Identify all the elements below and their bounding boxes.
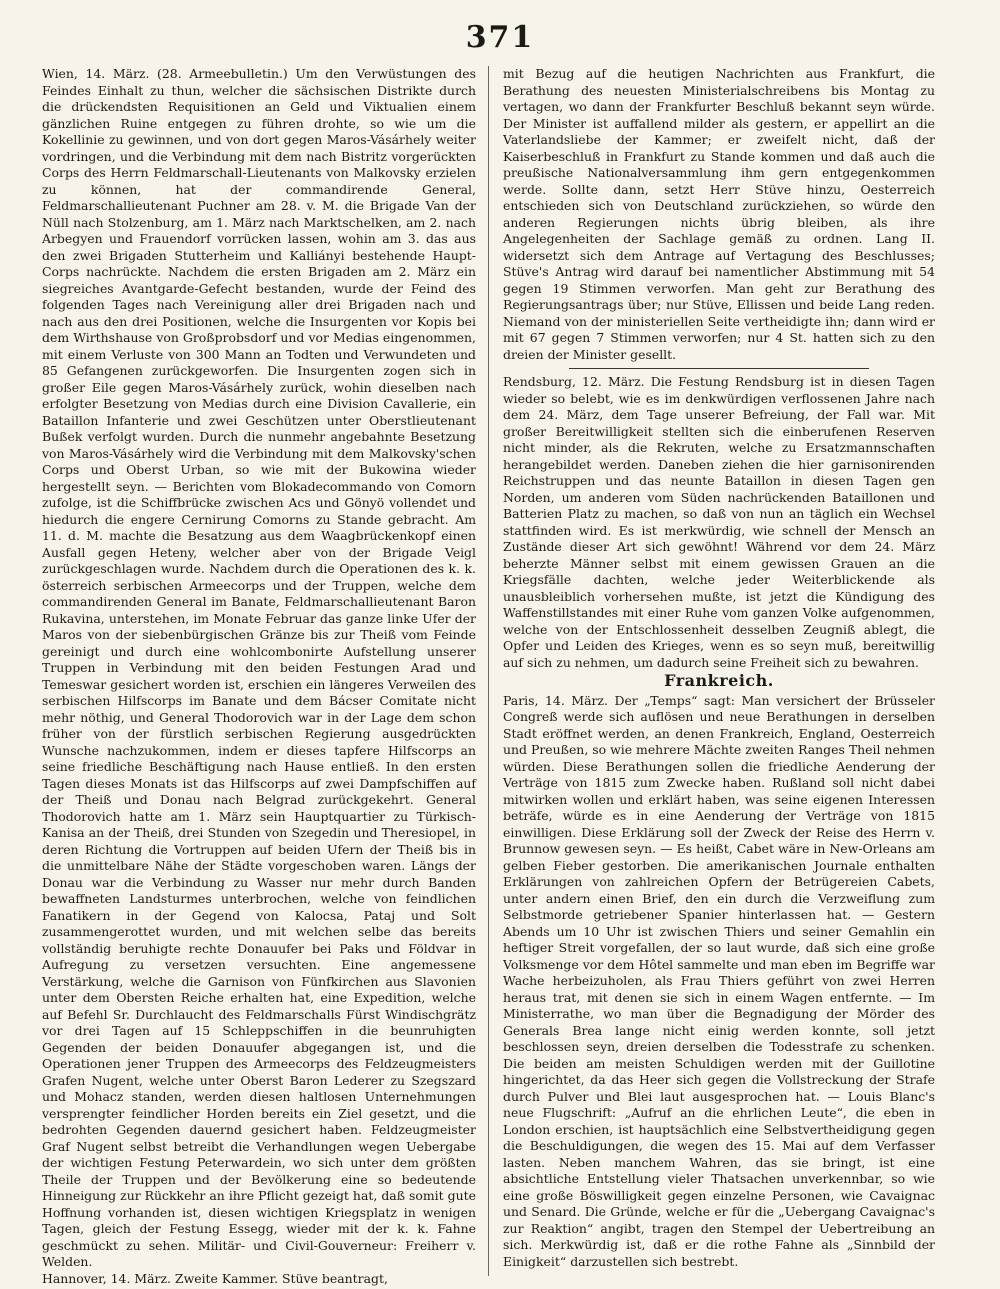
article-separator <box>569 368 869 369</box>
section-heading-frankreich: Frankreich. <box>664 671 774 690</box>
left-column <box>42 66 476 1286</box>
right-column <box>503 66 935 1276</box>
article-hannover-continued: mit Bezug auf die heutigen Nachrichten aus Frankfurt, die Berathung des neuesten Ministerialschreibens bis Montag zu vertagen, wo dann der Frankfurter Beschluß bekannt seyn würde. Der Minister ist auffallend milder als gestern, er appellirt an die Vaterlandsliebe der Kammer; er zweifelt nicht, daß der Kaiserbeschluß in Frankfurt zu Stande kommen und daß auch die preußische Nationalversammlung ihm gern entgegenkommen werde. Sollte dann, setzt Herr Stüve hinzu, Oesterreich entschieden sich von Deutschland zurückziehen, so würde den anderen Regierungen nichts übrig bleiben, als ihre Angelegenheiten der Sachlage gemäß zu ordnen. Lang II. widersetzt sich dem Antrage auf Vertagung des Beschlusses; Stüve's Antrag wird darauf bei namentlicher Abstimmung mit 54 gegen 19 Stimmen verworfen. Man geht zur Berathung des Regierungsantrags über; nur Stüve, Ellissen und beide Lang reden. Niemand von der ministeriellen Seite vertheidigte ihn; dann wird er mit 67 gegen 7 Stimmen verworfen; nur 4 St. hatten sich zu den dreien der Minister gesellt. <box>503 66 935 362</box>
column-divider <box>488 66 489 1276</box>
article-hannover-start: Hannover, 14. März. Zweite Kammer. Stüve beantragt, <box>42 1270 388 1286</box>
article-rendsburg: Rendsburg, 12. März. Die Festung Rendsburg ist in diesen Tagen wieder so belebt, wie es im denkwürdigen verflossenen Jahre nach dem 24. März, dem Tage unserer Befreiung, der Fall war. Mit großer Bereitwilligkeit stellten sich die einberufenen Reserven nicht minder, als die Rekruten, welche zu Ersatzmannschaften herangebildet werden. Daneben ziehen die hier garnisonirenden Reichstruppen und das neunte Bataillon in diesen Tagen gen Norden, um anderen vom Süden nachrückenden Bataillonen und Batterien Platz zu machen, so daß von nun an täglich ein Wechsel stattfinden wird. Es ist merkwürdig, wie schnell der Mensch an Zustände dieser Art sich gewöhnt! Während vor dem 24. März beherzte Männer selbst mit einem gewissen Grauen an die Kriegsfälle dachten, welche jeder Weiterblickende als unausbleiblich vorhersehen mußte, ist jetzt die Kündigung des Waffenstillstandes mit einer Ruhe vom ganzen Volke aufgenommen, welche von der Entschlossenheit desselben Zeugniß ablegt, die Opfer und Leiden des Krieges, wenn es so seyn muß, bereitwillig auf sich zu nehmen, um dadurch seine Freiheit sich zu bewahren. <box>503 374 935 670</box>
article-paris: Paris, 14. März. Der „Temps“ sagt: Man versichert der Brüsseler Congreß werde sich auflösen und neue Berathungen in derselben Stadt eröffnet werden, an denen Frankreich, England, Oesterreich und Preußen, so wie mehrere Mächte zweiten Ranges Theil nehmen würden. Diese Berathungen sollen die friedliche Aenderung der Verträge von 1815 zum Zwecke haben. Rußland soll nicht dabei mitwirken wollen und erklärt haben, was seine eigenen Interessen beträfe, würde es in eine Aenderung der Verträge von 1815 einwilligen. Diese Erklärung soll der Zweck der Reise des Herrn v. Brunnow gewesen seyn. — Es heißt, Cabet wäre in New-Orleans am gelben Fieber gestorben. Die amerikanischen Journale enthalten Erklärungen von zahlreichen Opfern der Betrügereien Cabets, unter andern einen Brief, den ein durch die Verzweiflung zum Selbstmorde getriebener Spanier hinterlassen hat. — Gestern Abends um 10 Uhr ist zwischen Thiers und seiner Gemahlin ein heftiger Streit vorgefallen, der so laut wurde, daß sich eine große Volksmenge vor dem Hôtel sammelte und man eben im Begriffe war Wache herbeizuholen, als Frau Thiers geführt von zwei Herren heraus trat, mit denen sie sich in einem Wagen entfernte. — Im Ministerrathe, wo man über die Begnadigung der Mörder des Generals Brea lange nicht einig werden konnte, soll jetzt beschlossen seyn, dreien derselben die Todesstrafe zu schenken. Die beiden am meisten Schuldigen werden mit der Guillotine hingerichtet, da das Heer sich gegen die Vollstreckung der Strafe durch Pulver und Blei laut ausgesprochen hat. — Louis Blanc's neue Flugschrift: „Aufruf an die ehrlichen Leute“, die eben in London erschien, ist hauptsächlich eine Selbstvertheidigung gegen die Beschuldigungen, die wegen des 15. Mai auf dem Verfasser lasten. Neben manchem Wahren, das sie bringt, ist eine absichtliche Entstellung vieler Thatsachen unverkennbar, so wie eine große Böswilligkeit gegen einzelne Personen, wie Cavaignac und Senard. Die Gründe, welche er für die „Uebergang Cavaignac's zur Reaktion“ angibt, tragen den Stempel der Uebertreibung an sich. Merkwürdig ist, daß er die rothe Fahne als „Sinnbild der Einigkeit“ darzustellen sich bestrebt. <box>503 692 935 1269</box>
article-wien: Wien, 14. März. (28. Armeebulletin.) Um den Verwüstungen des Feindes Einhalt zu thun, welcher die sächsischen Distrikte durch die drückendsten Requisitionen an Geld und Viktualien einem gänzlichen Ruine entgegen zu führen drohte, so wie um die Kokellinie zu gewinnen, und von dort gegen Maros-Vásárhely weiter vordringen, und die Verbindung mit dem nach Bistritz vorgerückten Corps des Herrn Feldmarschall-Lieutenants von Malkovsky erzielen zu können, hat der commandirende General, Feldmarschallieutenant Puchner am 28. v. M. die Brigade Van der Nüll nach Stolzenburg, am 1. März nach Marktschelken, am 2. nach Arbegyen und Frauendorf vorrücken lassen, wohin am 3. das aus den zwei Brigaden Stutterheim und Kalliányi bestehende Haupt-Corps nachrückte. Nachdem die ersten Brigaden am 2. März ein siegreiches Avantgarde-Gefecht bestanden, wurde der Feind des folgenden Tages nach Vereinigung aller drei Brigaden nach und nach aus den drei Positionen, welche die Insurgenten vor Kopis bei dem Wirthshause von Großprobsdorf und vor Medias eingenommen, mit einem Verluste von 300 Mann an Todten und Verwundeten und 85 Gefangenen zurückgeworfen. Die Insurgenten zogen sich in großer Eile gegen Maros-Vásárhely zurück, wohin dieselben nach erfolgter Besetzung von Medias durch eine Division Cavallerie, ein Bataillon Infanterie und zwei Geschützen unter Oberstlieutenant Bußek verfolgt wurden. Durch die nunmehr angebahnte Besetzung von Maros-Vásárhely wird die Verbindung mit dem Malkovsky'schen Corps und Oberst Urban, so wie mit der Bukowina wieder hergestellt seyn. — Berichten vom Blokadecommando von Comorn zufolge, ist die Schiffbrücke zwischen Acs und Gönyö vollendet und hiedurch die engere Cernirung Comorns zu Stande gebracht. Am 11. d. M. machte die Besatzung aus dem Waagbrückenkopf einen Ausfall gegen Heteny, welcher aber von der Brigade Veigl zurückgeschlagen wurde. Nachdem durch die Operationen des k. k. österreich serbischen Armeecorps und der Truppen, welche dem commandirenden General im Banate, Feldmarschallieutenant Baron Rukavina, unterstehen, im Monate Februar das ganze linke Ufer der Maros von der siebenbürgischen Gränze bis zur Theiß vom Feinde gereinigt und durch eine wohlcombonirte Aufstellung unserer Truppen in Verbindung mit den beiden Festungen Arad und Temeswar gesichert worden ist, erschien ein längeres Verweilen des serbischen Hilfscorps im Banate und dem Bácser Comitate nicht mehr nöthig, und General Thodorovich war in der Lage dem schon früher von der fürstlich serbischen Regierung ausgedrückten Wunsche nachzukommen, indem er dieses tapfere Hilfscorps an seine friedliche Beschäftigung nach Hause entließ. In den ersten Tagen dieses Monats ist das Hilfscorps auf zwei Dampfschiffen auf der Theiß und Donau nach Belgrad zurückgekehrt. General Thodorovich hatte am 1. März sein Hauptquartier zu Türkisch-Kanisa an der Theiß, drei Stunden von Szegedin und Theresiopel, in deren Richtung die Vortruppen auf beiden Ufern der Theiß bis in die unmittelbare Nähe der Städte vorgeschoben waren. Längs der Donau war die Verbindung zu Wasser nur mehr durch Banden bewaffneten Landsturmes unterbrochen, welche von feindlichen Fanatikern in der Gegend von Kalocsa, Pataj und Solt zusammengerottet wurden, und mit welchen selbe das bereits vollständig beruhigte rechte Donauufer bei Paks und Földvar in Aufregung zu versetzen versuchten. Eine angemessene Verstärkung, welche die Garnison von Fünfkirchen aus Slavonien unter dem Obersten Reiche erhalten hat, eine Expedition, welche auf Befehl Sr. Durchlaucht des Feldmarschalls Fürst Windischgrätz vor drei Tagen auf 15 Schleppschiffen in die beunruhigten Gegenden der beiden Donauufer abgegangen ist, und die Operationen jener Truppen des Armeecorps des Feldzeugmeisters Grafen Nugent, welche unter Oberst Baron Lederer zu Szegszard und Mohacz standen, werden diesen haltlosen Unternehmungen versprengter feindlicher Horden bereits ein Ziel gesetzt, und die bedrohten Gegenden dauernd gesichert haben. Feldzeugmeister Graf Nugent selbst betreibt die Verhandlungen wegen Uebergabe der wichtigen Festung Peterwardein, wo sich unter dem größten Theile der Truppen und der Bevölkerung eine so bedeutende Hinneigung zur Rückkehr an ihre Pflicht gezeigt hat, daß somit gute Hoffnung vorhanden ist, diesen wichtigen Kriegsplatz in wenigen Tagen, gleich der Festung Essegg, wieder mit der k. k. Fahne geschmückt zu sehen. Militär- und Civil-Gouverneur: Freiherr v. Welden. <box>42 66 476 1269</box>
page-number: 371 <box>465 20 535 55</box>
